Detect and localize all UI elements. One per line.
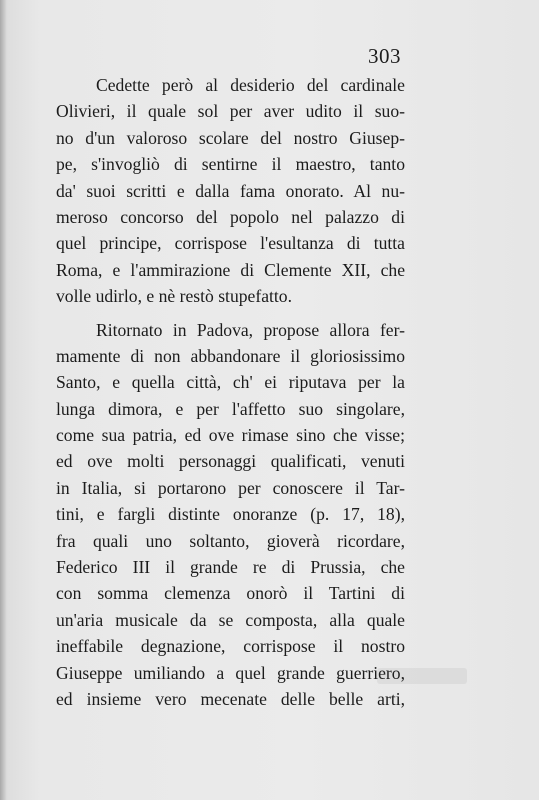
text-line: ed ove molti personaggi qualificati, venuti (56, 451, 405, 472)
text-line: Roma, e l'ammirazione di Clemente XII, che (56, 259, 405, 280)
page-binding-edge (0, 0, 6, 800)
text-line: mamente di non abbandonare il gloriosissimo (56, 345, 405, 366)
text-line: ed insieme vero mecenate delle belle arti, (56, 688, 405, 709)
text-line: ineffabile degnazione, corrispose il nostro (56, 636, 405, 657)
paragraph-1 (56, 72, 405, 310)
text-line: quel principe, corrispose l'esultanza di tutta (56, 233, 405, 254)
text-line: Ritornato in Padova, propose allora fer- (96, 319, 405, 340)
paragraph-2 (56, 317, 405, 713)
text-line: volle udirlo, e nè restò stupefatto. (56, 286, 292, 307)
text-line: no d'un valoroso scolare del nostro Giusep- (56, 127, 405, 148)
text-line: un'aria musicale da se composta, alla quale (56, 609, 405, 630)
text-line: Giuseppe umiliando a quel grande guerriero, (56, 662, 405, 683)
page-number: 303 (368, 44, 401, 68)
text-line: Cedette però al desiderio del cardinale (96, 75, 405, 95)
paragraph-gap (56, 310, 405, 317)
text-line: come sua patria, ed ove rimase sino che visse; (56, 425, 405, 446)
text-line: Olivieri, il quale sol per aver udito il suo- (56, 101, 405, 122)
text-line: Santo, e quella città, ch' ei riputava per la (56, 372, 405, 393)
show-through-smudge (377, 668, 467, 684)
text-line: lunga dimora, e per l'affetto suo singolare, (56, 398, 405, 419)
text-line: fra quali uno soltanto, gioverà ricordare, (56, 530, 405, 551)
text-line: meroso concorso del popolo nel palazzo di (56, 206, 405, 227)
text-line: da' suoi scritti e dalla fama onorato. Al nu- (56, 180, 405, 201)
body-text (56, 72, 405, 712)
text-line: in Italia, si portarono per conoscere il Tar- (56, 477, 405, 498)
text-line: pe, s'invogliò di sentirne il maestro, tanto (56, 154, 405, 175)
text-line: con somma clemenza onorò il Tartini di (56, 583, 405, 604)
text-line: Federico III il grande re di Prussia, che (56, 557, 405, 578)
text-line: tini, e fargli distinte onoranze (p. 17, 18), (56, 504, 405, 525)
